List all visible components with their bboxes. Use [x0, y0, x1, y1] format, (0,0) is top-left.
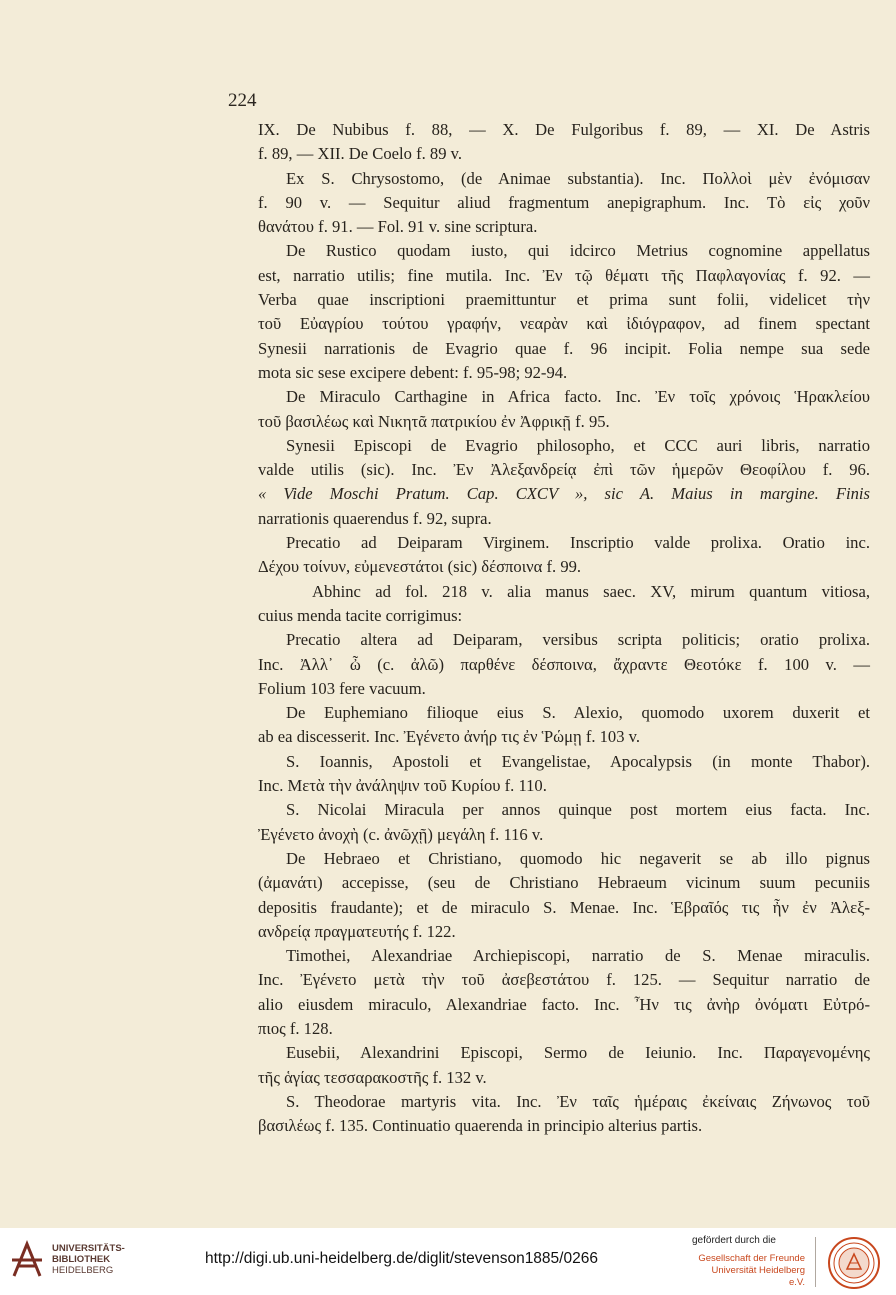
university-seal-icon — [825, 1236, 883, 1290]
body-text — [258, 118, 870, 1138]
text-line: est, narratio utilis; fine mutila. Inc. Ἐν τῷ θέματι τῆς Παφλαγονίας f. 92. — — [258, 265, 870, 285]
text-line: Δέχου τοίνυν, εὐμενεστάτοι (sic) δέσποινα f. 99. — [258, 557, 582, 577]
text-line: Ex S. Chrysostomo, (de Animae substantia). Inc. Πολλοὶ μὲν ἐνόμισαν — [286, 168, 870, 188]
text-line: De Hebraeo et Christiano, quomodo hic negaverit se ab illo pignus — [286, 848, 870, 868]
text-line: Eusebii, Alexandrini Episcopi, Sermo de Ieiunio. Inc. Παραγενομένης — [286, 1043, 870, 1063]
text-line: « Vide Moschi Pratum. Cap. CXCV », sic A. Maius in margine. Finis — [258, 484, 870, 504]
society-name: Gesellschaft der Freunde Universität Heidelberg e.V. — [698, 1253, 805, 1288]
text-line: valde utilis (sic). Inc. Ἐν Ἀλεξανδρείᾳ ἐπὶ τῶν ἡμερῶν Θεοφίλου f. 96. — [258, 460, 870, 480]
text-line: S. Nicolai Miracula per annos quinque post mortem eius facta. Inc. — [286, 800, 870, 820]
text-line: De Miraculo Carthagine in Africa facto. Inc. Ἐν τοῖς χρόνοις Ἡρακλείου — [286, 387, 870, 407]
text-line: f. 90 v. — Sequitur aliud fragmentum anepigraphum. Inc. Τὸ εἰς χοῦν — [258, 192, 870, 212]
text-line: ab ea discesserit. Inc. Ἐγένετο ἀνήρ τις ἐν Ῥώμῃ f. 103 v. — [258, 727, 641, 747]
text-line: alio eiusdem miraculo, Alexandriae facto. Inc. Ἦν τις ἀνὴρ ὀνόματι Εὐτρό- — [258, 994, 870, 1014]
text-line: Ἐγένετο ἀνοχὴ (c. ἀνῶχῇ) μεγάλη f. 116 v. — [258, 824, 544, 844]
text-line: Abhinc ad fol. 218 v. alia manus saec. XV, mirum quantum vitiosa, — [312, 581, 870, 601]
text-line: De Euphemiano filioque eius S. Alexio, quomodo uxorem duxerit et — [286, 703, 870, 723]
text-line: Precatio ad Deiparam Virginem. Inscriptio valde prolixa. Oratio inc. — [286, 533, 870, 553]
page-number: 224 — [228, 90, 257, 111]
text-line: Folium 103 fere vacuum. — [258, 678, 426, 698]
text-line: Verba quae inscriptioni praemittuntur et prima sunt folii, videlicet τὴν — [258, 290, 870, 310]
text-line: cuius menda tacite corrigimus: — [258, 605, 463, 625]
text-line: τοῦ Εὐαγρίου τούτου γραφήν, νεαρὰν καὶ ἰδιόγραφον, ad finem spectant — [258, 314, 870, 334]
text-line: Timothei, Alexandriae Archiepiscopi, narratio de S. Menae miraculis. — [286, 946, 870, 966]
library-logo-icon — [10, 1240, 44, 1280]
text-line: Inc. Ἐγένετο μετὰ τὴν τοῦ ἀσεβεστάτου f. 125. — Sequitur narratio de — [258, 970, 870, 990]
text-line: Precatio altera ad Deiparam, versibus scripta politicis; oratio prolixa. — [286, 630, 870, 650]
permalink-url[interactable]: http://digi.ub.uni-heidelberg.de/diglit/stevenson1885/0266 — [205, 1250, 598, 1267]
text-line: ανδρείᾳ πραγματευτής f. 122. — [258, 921, 456, 941]
text-line: S. Ioannis, Apostoli et Evangelistae, Apocalypsis (in monte Thabor). — [286, 751, 870, 771]
text-line: Inc. Μετὰ τὴν ἀνάληψιν τοῦ Κυρίου f. 110. — [258, 776, 547, 796]
text-line: Synesii Episcopi de Evagrio philosopho, et CCC auri libris, narratio — [286, 435, 870, 455]
library-name: UNIVERSITÄTS- BIBLIOTHEK HEIDELBERG — [52, 1243, 125, 1276]
footer-divider — [815, 1237, 816, 1287]
text-line: narrationis quaerendus f. 92, supra. — [258, 508, 492, 528]
text-line: depositis fraudante); et de miraculo S. Menae. Inc. Ἑβραῖός τις ἦν ἐν Ἀλεξ- — [258, 897, 870, 917]
text-line: IX. De Nubibus f. 88, — X. De Fulgoribus f. 89, — XI. De Astris — [258, 120, 870, 139]
text-line: mota sic sese excipere debent: f. 95-98; 92-94. — [258, 362, 568, 382]
text-line: τῆς ἁγίας τεσσαρακοστῆς f. 132 v. — [258, 1067, 487, 1087]
text-line: Synesii narrationis de Evagrio quae f. 96 incipit. Folia nempe sua sede — [258, 338, 870, 358]
text-line: f. 89, — XII. De Coelo f. 89 v. — [258, 144, 463, 164]
funded-by-label: gefördert durch die — [692, 1235, 776, 1246]
text-line: Inc. Ἀλλ᾽ ὦ (c. ἀλῶ) παρθένε δέσποινα, ἄχραντε Θεοτόκε f. 100 v. — — [258, 654, 870, 674]
text-line: πιος f. 128. — [258, 1018, 333, 1038]
text-line: βασιλέως f. 135. Continuatio quaerenda in principio alterius partis. — [258, 1116, 703, 1136]
text-line: De Rustico quodam iusto, qui idcirco Metrius cognomine appellatus — [286, 241, 870, 261]
text-line: τοῦ βασιλέως καὶ Νικητᾶ πατρικίου ἐν Ἀφρικῇ f. 95. — [258, 411, 610, 431]
text-line: (ἀμανάτι) accepisse, (seu de Christiano Hebraeum vicinum suum pecuniis — [258, 873, 870, 893]
text-line: S. Theodorae martyris vita. Inc. Ἐν ταῖς ἡμέραις ἐκείναις Ζήνωνος τοῦ — [286, 1091, 870, 1111]
text-line: θανάτου f. 91. — Fol. 91 v. sine scriptura. — [258, 217, 538, 237]
